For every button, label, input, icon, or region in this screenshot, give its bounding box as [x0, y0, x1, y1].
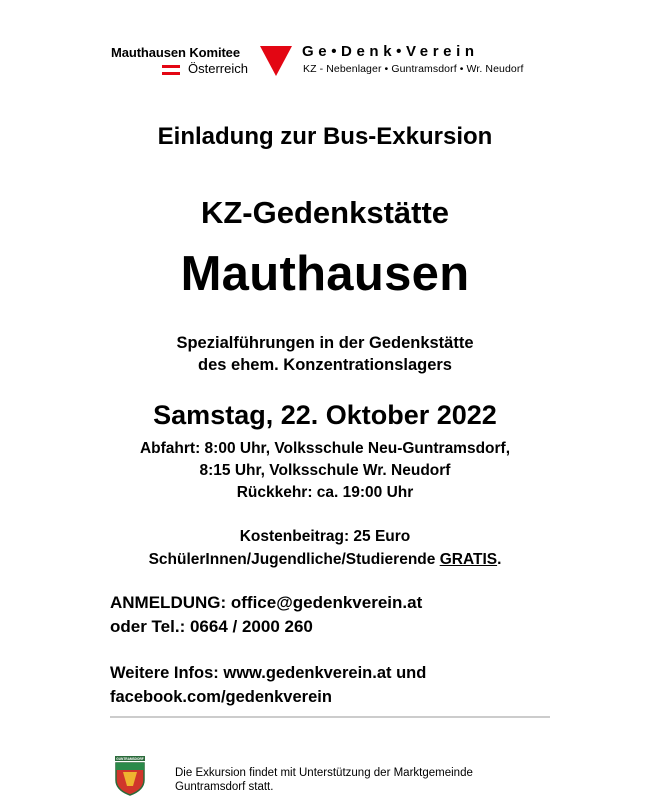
austria-flag-icon — [162, 65, 180, 75]
departure-line-2: 8:15 Uhr, Volksschule Wr. Neudorf — [199, 462, 451, 479]
info-facebook: facebook.com/gedenkverein — [110, 688, 332, 706]
invitation-heading: Einladung zur Bus-Exkursion — [157, 123, 493, 150]
sponsor-line-2: Guntramsdorf statt. — [175, 781, 274, 793]
tour-line-2: des ehem. Konzentrationslagers — [198, 356, 452, 374]
red-triangle-icon — [260, 46, 292, 76]
registration-block — [110, 591, 422, 639]
event-date: Samstag, 22. Oktober 2022 — [153, 400, 497, 430]
divider — [110, 716, 550, 718]
sponsor-note — [175, 766, 473, 794]
cost-amount: Kostenbeitrag: 25 Euro — [239, 528, 411, 545]
cost-free-suffix: . — [497, 551, 502, 568]
tour-description — [0, 332, 650, 376]
place-title: Mauthausen — [180, 247, 470, 301]
return-time: Rückkehr: ca. 19:00 Uhr — [236, 484, 414, 501]
cost-free-line — [0, 548, 650, 571]
mauthausen-komitee-country: Österreich — [188, 61, 248, 76]
cost-info — [0, 525, 650, 571]
cost-free-prefix: SchülerInnen/Jugendliche/Studierende — [148, 551, 440, 568]
sponsor-line-1: Die Exkursion findet mit Unterstützung der Marktgemeinde — [175, 767, 473, 779]
gedenkverein-subtitle: KZ - Nebenlager • Guntramsdorf • Wr. Neudorf — [303, 63, 524, 75]
registration-phone: oder Tel.: 0664 / 2000 260 — [110, 617, 313, 636]
info-website: Weitere Infos: www.gedenkverein.at und — [110, 664, 427, 682]
departure-line-1: Abfahrt: 8:00 Uhr, Volksschule Neu-Guntramsdorf, — [139, 440, 511, 457]
gedenkverein-name: Ge•Denk•Verein — [302, 43, 479, 60]
registration-email: ANMELDUNG: office@gedenkverein.at — [110, 593, 423, 612]
guntramsdorf-crest-icon — [111, 756, 149, 796]
mauthausen-komitee-name: Mauthausen Komitee — [111, 45, 240, 60]
crest-label: GUNTRAMSDORF — [116, 757, 144, 761]
cost-free-label: GRATIS — [439, 551, 498, 568]
memorial-site-title: KZ-Gedenkstätte — [200, 195, 450, 230]
more-info-block — [110, 661, 426, 709]
tour-line-1: Spezialführungen in der Gedenkstätte — [176, 334, 474, 352]
schedule — [0, 438, 650, 504]
